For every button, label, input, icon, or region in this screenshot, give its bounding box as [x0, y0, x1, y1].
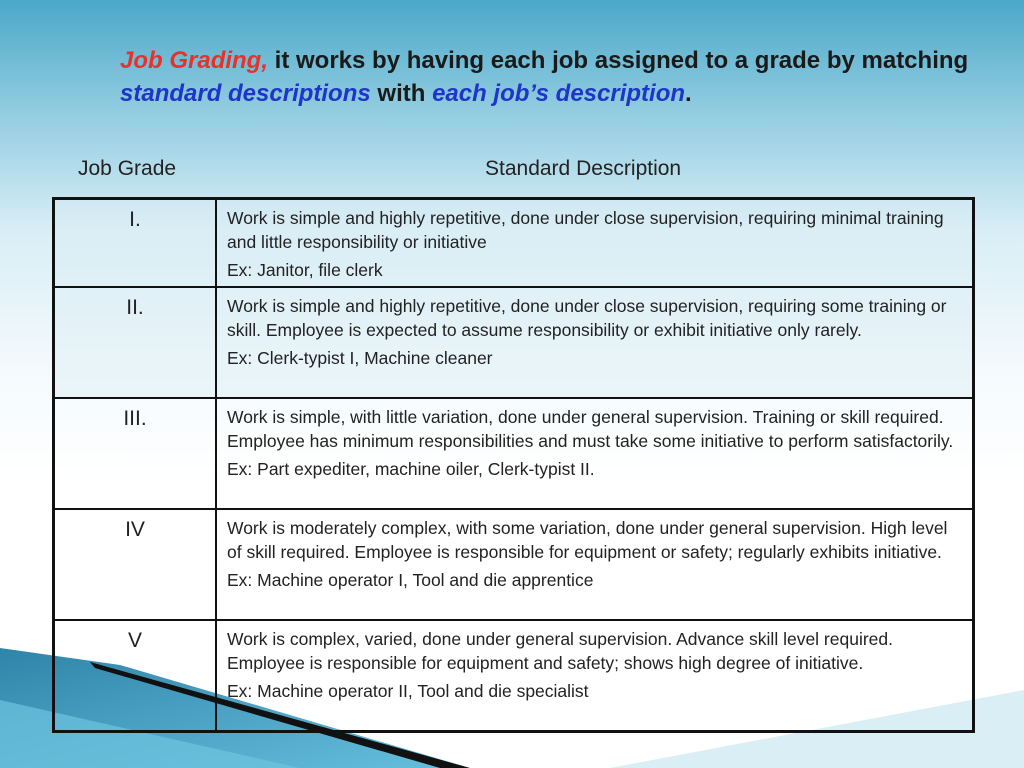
column-header-grade: Job Grade: [78, 157, 177, 180]
description-text: Work is simple, with little variation, done under general supervision. Training or skill required. Employee has minimum responsibilities and must take some initiative to perform satisfactorily.: [227, 407, 954, 451]
example-text: Ex: Machine operator I, Tool and die apprentice: [227, 570, 594, 590]
description-cell: [216, 287, 974, 398]
job-grade-table: [52, 197, 975, 733]
grade-cell: III.: [54, 398, 217, 509]
column-header-description: Standard Description: [485, 157, 682, 180]
grade-cell: IV: [54, 509, 217, 620]
table-row: [54, 509, 974, 620]
title-term: Job Grading,: [120, 47, 269, 74]
example-text: Ex: Janitor, file clerk: [227, 260, 383, 280]
table-row: [54, 287, 974, 398]
example-text: Ex: Part expediter, machine oiler, Clerk-typist II.: [227, 459, 595, 479]
description-text: Work is complex, varied, done under general supervision. Advance skill level required. Employee is responsible for equipment and safety; shows high degree of initiative.: [227, 629, 893, 673]
grade-cell: I.: [54, 199, 217, 288]
table-row: [54, 398, 974, 509]
table-row: [54, 199, 974, 288]
description-text: Work is simple and highly repetitive, done under close supervision, requiring minimal training and little responsibility or initiative: [227, 208, 944, 252]
title-emphasis-1: standard descriptions: [120, 80, 371, 107]
table-row: [54, 620, 974, 732]
title-emphasis-2: each job’s description: [432, 80, 686, 107]
description-text: Work is simple and highly repetitive, done under close supervision, requiring some training or skill. Employee is expected to assume responsibility or exhibit initiative only rarely.: [227, 296, 947, 340]
grade-cell: V: [54, 620, 217, 732]
title-text-1: it works by having each job assigned to a grade by matching: [268, 47, 969, 74]
title-text-2: with: [370, 80, 433, 107]
description-text: Work is moderately complex, with some variation, done under general supervision. High level of skill required. Employee is responsible for equipment or safety; regularly exhibits initiative.: [227, 518, 948, 562]
slide-title: [120, 44, 980, 110]
example-text: Ex: Clerk-typist I, Machine cleaner: [227, 348, 493, 368]
description-cell: [216, 509, 974, 620]
example-text: Ex: Machine operator II, Tool and die specialist: [227, 681, 589, 701]
description-cell: [216, 199, 974, 288]
grade-cell: II.: [54, 287, 217, 398]
description-cell: [216, 620, 974, 732]
description-cell: [216, 398, 974, 509]
title-text-3: .: [685, 80, 692, 107]
